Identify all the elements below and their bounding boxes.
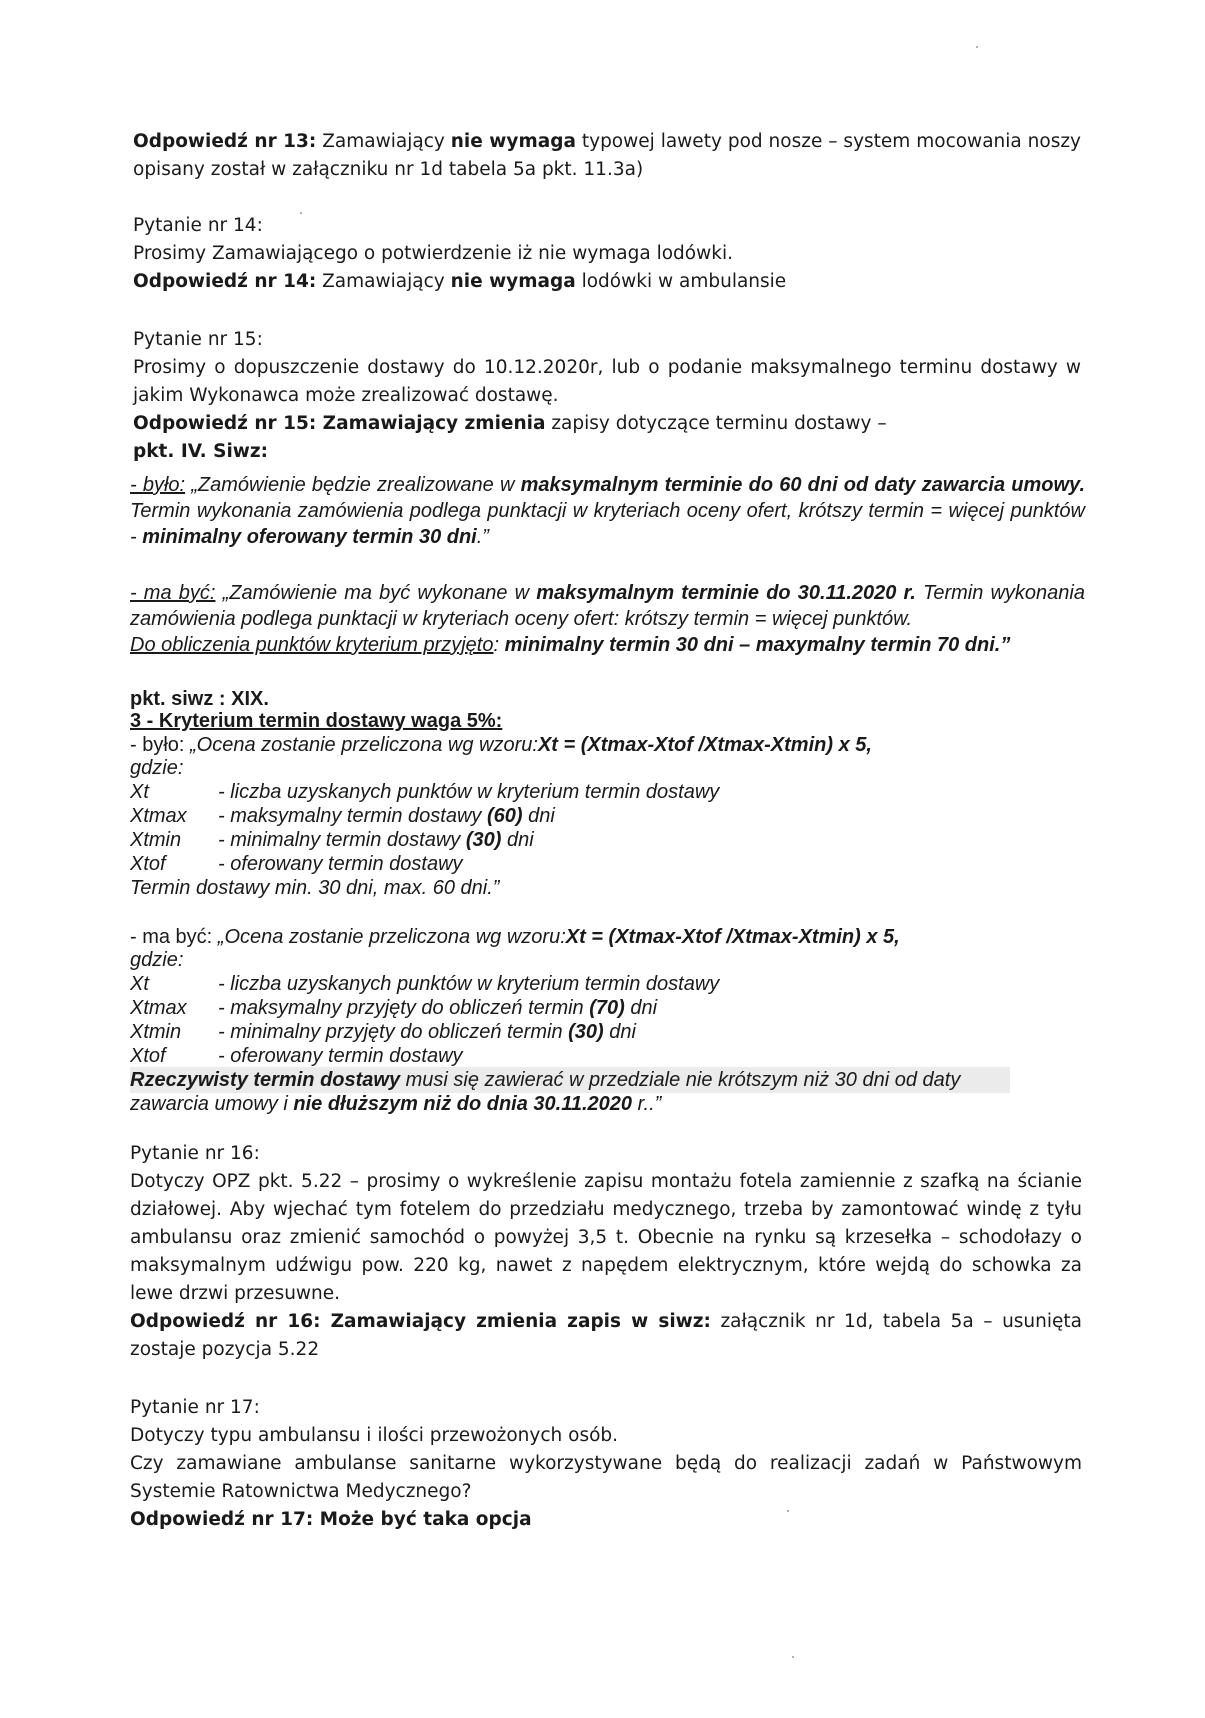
- def-row: Xtmax - maksymalny termin dostawy (60) dni: [130, 805, 555, 827]
- real-term-line-2: zawarcia umowy i nie dłuższym niż do dnia 30.11.2020 r..”: [130, 1093, 662, 1115]
- answer-15: Odpowiedź nr 15: Zamawiający zmienia zapisy dotyczące terminu dostawy –: [133, 413, 887, 434]
- question-16-text: Dotyczy OPZ pkt. 5.22 – prosimy o wykreślenie zapisu montażu fotela zamiennie z szafką na ścianie działowej. Aby wjechać tym fotelem do przedziału medycznego, trzeba by zamontować windę z tyłu ambulansu oraz zmienić samochód o powyżej 3,5 t. Obecnie na rynku są krzesełka – schodołazy o maksymalnym udźwigu pow. 220 kg, nawet z napędem elektrycznym, które wejdą do schowka za lewe drzwi przesuwne.: [130, 1171, 1082, 1304]
- answer-13: Odpowiedź nr 13: Zamawiający nie wymaga typowej lawety pod nosze – system mocowania noszy opisany został w załączniku nr 1d tabela 5a pkt. 11.3a): [133, 131, 1081, 180]
- answer-17: Odpowiedź nr 17: Może być taka opcja: [130, 1509, 532, 1530]
- answer-13-label: Odpowiedź nr 13:: [133, 131, 317, 152]
- def-row: Xtmin - minimalny termin dostawy (30) dni: [130, 829, 534, 851]
- xix-bylo-formula: - było: „Ocena zostanie przeliczona wg wzoru:Xt = (Xtmax-Xtof /Xtmax-Xtmin) x 5,: [130, 734, 872, 756]
- answer-14: Odpowiedź nr 14: Zamawiający nie wymaga lodówki w ambulansie: [133, 271, 787, 292]
- xix-ma-byc-formula: - ma być: „Ocena zostanie przeliczona wg wzoru:Xt = (Xtmax-Xtof /Xtmax-Xtmin) x 5,: [130, 926, 900, 948]
- real-term-line-1: Rzeczywisty termin dostawy musi się zawierać w przedziale nie krótszym niż 30 dni od daty: [130, 1067, 1010, 1093]
- xix-ma-byc-gdzie: gdzie:: [130, 949, 184, 971]
- answer-16: Odpowiedź nr 16: Zamawiający zmienia zapis w siwz: załącznik nr 1d, tabela 5a – usunięta zostaje pozycja 5.22: [130, 1311, 1082, 1360]
- section-xix-subheading: 3 - Kryterium termin dostawy waga 5%:: [130, 710, 503, 732]
- bylo-clause: - było: „Zamówienie będzie zrealizowane w maksymalnym terminie do 60 dni od daty zawarcia umowy. Termin wykonania zamówienia podlega punktacji w kryteriach oceny ofert, krótszy termin = więcej punktów - minimalny oferowany termin 30 dni.”: [130, 474, 1085, 548]
- scan-speck: [792, 1656, 794, 1658]
- ma-byc-clause: - ma być: „Zamówienie ma być wykonane w maksymalnym terminie do 30.11.2020 r. Termin wykonania zamówienia podlega punktacji w kryteriach oceny ofert: krótszy termin = więcej punktów.: [130, 582, 1085, 630]
- def-row: Xt - liczba uzyskanych punktów w kryterium termin dostawy: [130, 781, 720, 803]
- scan-speck: [976, 46, 978, 48]
- def-row: Xtof - oferowany termin dostawy: [130, 853, 463, 875]
- ma-byc-criteria: Do obliczenia punktów kryterium przyjęto: minimalny termin 30 dni – maxymalny termin 70 dni.”: [130, 634, 1011, 656]
- xix-bylo-summary: Termin dostawy min. 30 dni, max. 60 dni.”: [130, 877, 500, 899]
- question-14-label: Pytanie nr 14:: [133, 215, 263, 236]
- xix-bylo-gdzie: gdzie:: [130, 757, 184, 779]
- def-row: Xtmax - maksymalny przyjęty do obliczeń termin (70) dni: [130, 997, 658, 1019]
- def-row: Xtof - oferowany termin dostawy: [130, 1045, 463, 1067]
- question-17-label: Pytanie nr 17:: [130, 1397, 260, 1418]
- def-row: Xtmin - minimalny przyjęty do obliczeń termin (30) dni: [130, 1021, 636, 1043]
- def-row: Xt - liczba uzyskanych punktów w kryterium termin dostawy: [130, 973, 720, 995]
- question-15-text: Prosimy o dopuszczenie dostawy do 10.12.2020r, lub o podanie maksymalnego terminu dostawy w jakim Wykonawca może zrealizować dostawę.: [133, 357, 1081, 406]
- question-17-line-2: Czy zamawiane ambulanse sanitarne wykorzystywane będą do realizacji zadań w Państwowym Systemie Ratownictwa Medycznego?: [130, 1453, 1082, 1502]
- question-15-label: Pytanie nr 15:: [133, 329, 263, 350]
- question-16-label: Pytanie nr 16:: [130, 1143, 260, 1164]
- question-14-text: Prosimy Zamawiającego o potwierdzenie iż nie wymaga lodówki.: [133, 243, 733, 264]
- section-iv-heading: pkt. IV. Siwz:: [133, 441, 269, 462]
- section-xix-heading: pkt. siwz : XIX.: [130, 688, 269, 710]
- question-17-line-1: Dotyczy typu ambulansu i ilości przewożonych osób.: [130, 1425, 619, 1446]
- scan-speck: [787, 1510, 789, 1512]
- scan-speck: [300, 212, 302, 214]
